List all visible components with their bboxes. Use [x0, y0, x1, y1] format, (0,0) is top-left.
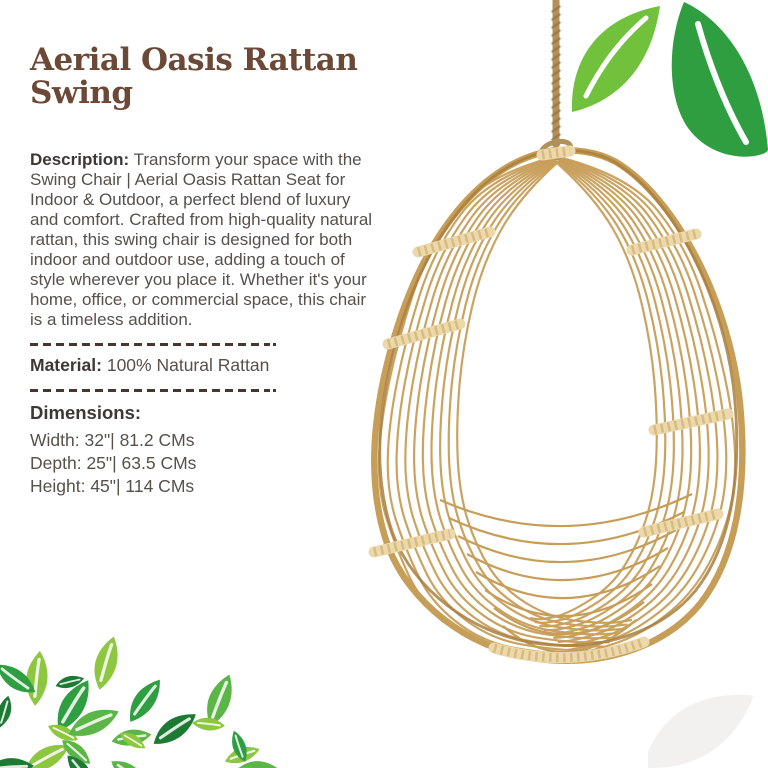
material-line [30, 355, 382, 376]
scattered-leaf-icon [154, 708, 196, 750]
bottom-right-faint-leaf [648, 658, 768, 768]
scattered-leaf-icon [0, 744, 34, 768]
product-info-column [30, 150, 382, 498]
product-title: Aerial Oasis Rattan Swing [30, 42, 358, 112]
description-text: Transform your space with the Swing Chair | Aerial Oasis Rattan Seat for Indoor & Outdoor, a perfect blend of luxury and comfort. Crafted from high-quality natural rattan, this swing chair is designed for both indoor and outdoor use, adding a touch of style wherever you place it. Whether it's your home, office, or commercial space, this chair is a timeless addition. [30, 150, 373, 330]
dimension-row [30, 429, 382, 452]
dimension-name: Width: [30, 430, 80, 451]
bottom-left-leaves-decoration [0, 636, 340, 768]
dimension-value: 45"| 114 CMs [90, 475, 195, 496]
rattan-swing-chair-image [344, 0, 768, 672]
description-label: Description: [30, 150, 130, 169]
scattered-leaf-icon [0, 696, 20, 728]
material-value: 100% Natural Rattan [106, 355, 270, 376]
faint-leaf-icon [648, 676, 754, 768]
dimensions-label: Dimensions: [30, 402, 142, 424]
dimension-name: Depth: [30, 453, 82, 474]
dimensions-list [30, 429, 382, 497]
material-label: Material: [30, 355, 102, 376]
scattered-leaf-icon [124, 680, 166, 722]
dimension-row [30, 452, 382, 475]
product-description [30, 150, 382, 330]
dimension-name: Height: [30, 475, 86, 496]
dashed-divider [30, 389, 270, 392]
dimension-value: 32"| 81.2 CMs [84, 430, 195, 451]
dimension-row [30, 475, 382, 498]
scattered-leaf-icon [111, 756, 147, 768]
dimension-value: 25"| 63.5 CMs [86, 453, 197, 474]
dashed-divider [30, 343, 270, 346]
